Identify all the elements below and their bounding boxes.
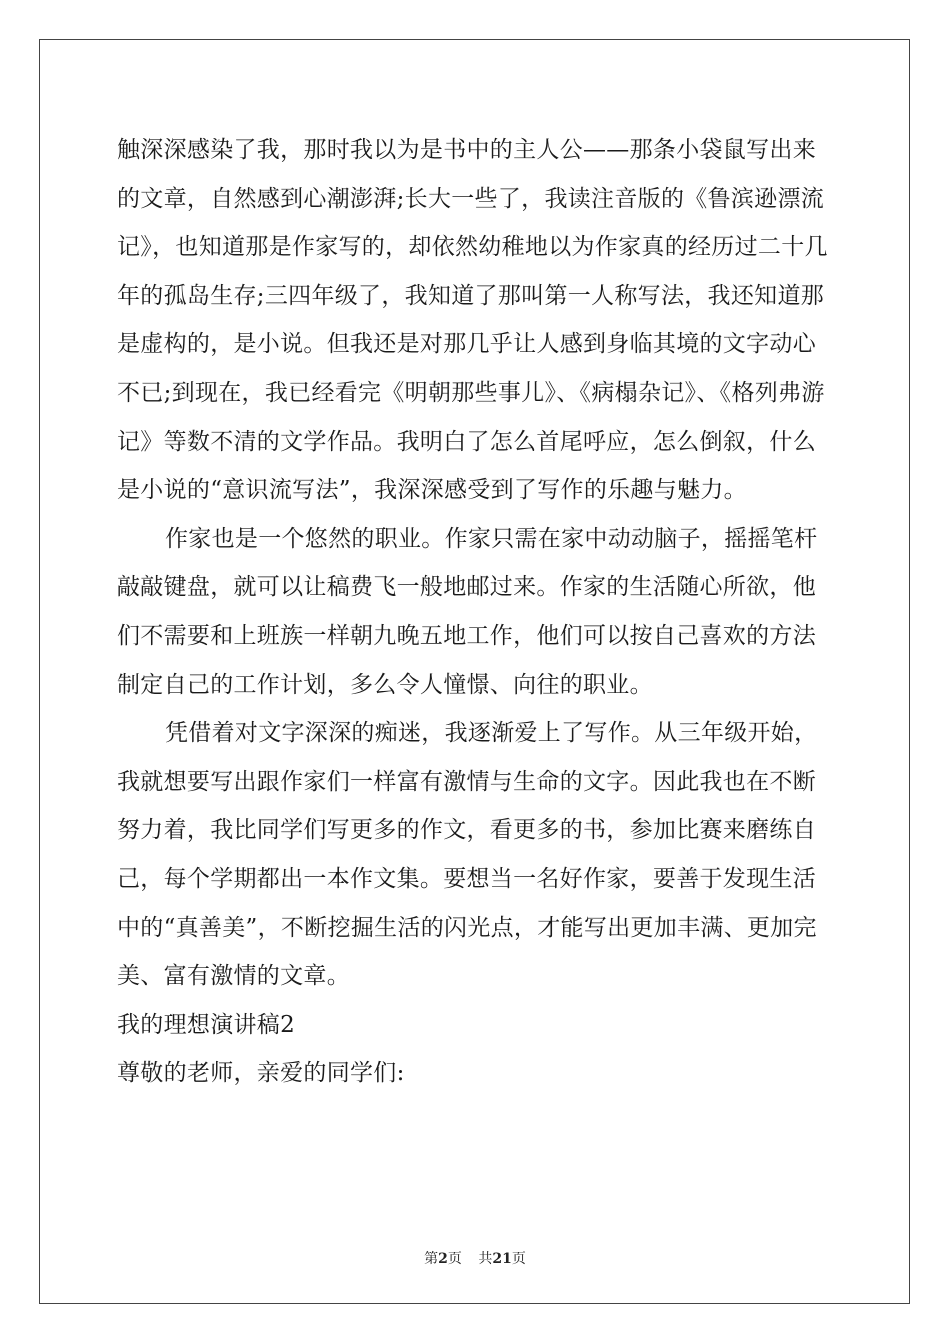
salutation: 尊敬的老师，亲爱的同学们: [117, 1060, 405, 1087]
total-pages-indicator: 共21页 [478, 1251, 526, 1267]
paragraph-writer-career: 作家也是一个悠然的职业。作家只需在家中动动脑子，摇摇笔杆敲敲键盘，就可以让稿费飞一般地邮过来。作家的生活随心所欲，他们不需要和上班族一样朝九晚五地工作，他们可以按自己喜欢的方法制定自己的工作计划，多么令人憧憬、向往的职业。 [117, 525, 818, 698]
page-footer [0, 1248, 950, 1268]
document-body [117, 126, 835, 1098]
paragraph-love-of-writing: 凭借着对文字深深的痴迷，我逐渐爱上了写作。从三年级开始，我就想要写出跟作家们一样富有激情与生命的文字。因此我也在不断努力着，我比同学们写更多的作文，看更多的书，参加比赛来磨练自己，每个学期都出一本作文集。要想当一名好作家，要善于发现生活中的“真善美”，不断挖掘生活的闪光点，才能写出更加丰满、更加完美、富有激情的文章。 [117, 720, 818, 990]
paragraph-continuation: 触深深感染了我，那时我以为是书中的主人公——那条小袋鼠写出来的文章，自然感到心潮澎湃;长大一些了，我读注音版的《鲁滨逊漂流记》，也知道那是作家写的，却依然幼稚地以为作家真的经历过二十几年的孤岛生存;三四年级了，我知道了那叫第一人称写法，我还知道那是虚构的，是小说。但我还是对那几乎让人感到身临其境的文字动心不已;到现在，我已经看完《明朝那些事儿》、《病榻杂记》、《格列弗游记》等数不清的文学作品。我明白了怎么首尾呼应，怎么倒叙，什么是小说的“意识流写法”，我深深感受到了写作的乐趣与魅力。 [117, 137, 828, 504]
section-heading: 我的理想演讲稿2 [117, 1011, 296, 1038]
page-indicator: 第2页 [424, 1251, 462, 1267]
